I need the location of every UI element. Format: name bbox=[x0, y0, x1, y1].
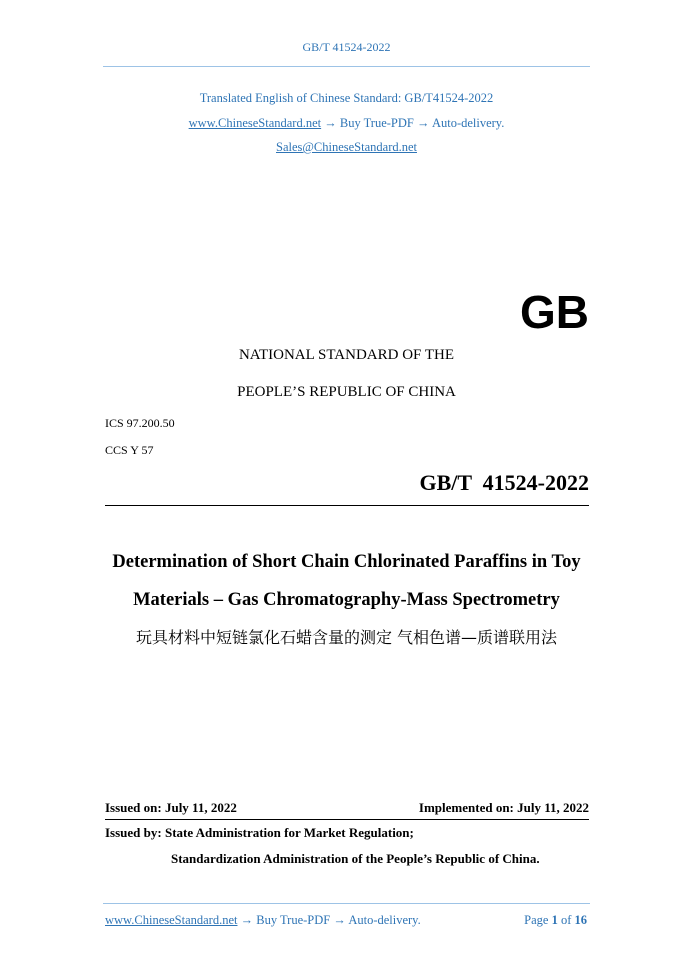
buy-true-pdf-text: Buy True-PDF bbox=[339, 116, 414, 130]
of-label: of bbox=[560, 913, 572, 927]
sales-email-link[interactable]: Sales@ChineseStandard.net bbox=[276, 140, 417, 154]
auto-delivery-text: Auto-delivery. bbox=[431, 116, 505, 130]
standard-number-rule bbox=[105, 505, 589, 506]
translation-notice: Translated English of Chinese Standard: GB/T41524-2022 bbox=[199, 91, 494, 105]
header-rule bbox=[103, 66, 590, 67]
total-pages: 16 bbox=[574, 913, 587, 927]
national-standard-line1: NATIONAL STANDARD OF THE bbox=[238, 347, 455, 363]
dates-rule bbox=[105, 819, 589, 820]
auto-delivery-text: Auto-delivery. bbox=[348, 913, 421, 927]
title-chinese: 玩具材料中短链氯化石蜡含量的测定 气相色谱—质谱联用法 bbox=[135, 628, 558, 647]
buy-true-pdf-text: Buy True-PDF bbox=[256, 913, 331, 927]
ics-code: ICS 97.200.50 bbox=[105, 416, 175, 430]
national-standard-line2: PEOPLE’S REPUBLIC OF CHINA bbox=[237, 384, 456, 400]
email-line bbox=[0, 140, 693, 155]
page-number: 1 bbox=[551, 913, 558, 927]
implemented-date: Implemented on: July 11, 2022 bbox=[418, 800, 589, 815]
gb-logo: GB bbox=[520, 286, 589, 338]
issued-by: Issued by: State Administration for Market Regulation; bbox=[105, 825, 414, 840]
page-header-code: GB/T 41524-2022 bbox=[302, 40, 391, 54]
footer-purchase-line bbox=[105, 913, 421, 928]
standard-number: GB/T 41524-2022 bbox=[419, 470, 589, 495]
arrow-right-icon: → bbox=[417, 116, 430, 130]
ccs-code: CCS Y 57 bbox=[105, 443, 154, 457]
title-line1: Determination of Short Chain Chlorinated Paraffins in Toy bbox=[112, 552, 581, 572]
footer-rule bbox=[103, 903, 590, 904]
arrow-right-icon: → bbox=[324, 116, 337, 130]
issued-by-second: Standardization Administration of the People’s Republic of China. bbox=[171, 851, 540, 866]
page-label: Page bbox=[524, 913, 549, 927]
arrow-right-icon: → bbox=[240, 913, 254, 927]
site-link[interactable]: www.ChineseStandard.net bbox=[188, 116, 322, 130]
page-indicator bbox=[524, 913, 587, 928]
title-line2: Materials – Gas Chromatography-Mass Spectrometry bbox=[133, 590, 560, 610]
arrow-right-icon: → bbox=[333, 913, 346, 927]
issued-date: Issued on: July 11, 2022 bbox=[105, 800, 237, 815]
footer-site-link[interactable]: www.ChineseStandard.net bbox=[105, 913, 238, 927]
purchase-line bbox=[0, 116, 693, 131]
